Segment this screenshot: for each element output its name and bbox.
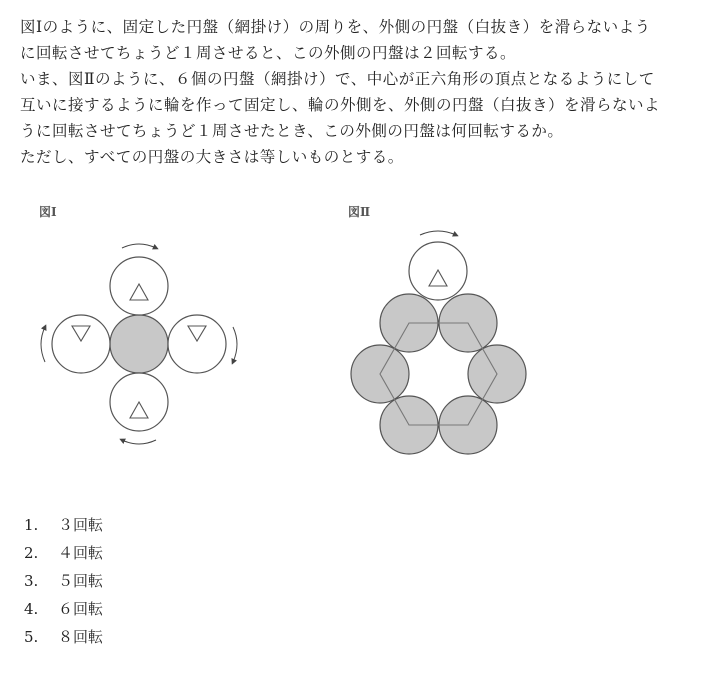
choice-2[interactable]	[24, 539, 103, 567]
problem-line: ただし、すべての円盤の大きさは等しいものとする。	[20, 148, 404, 166]
choice-4[interactable]	[24, 595, 103, 623]
choice-5[interactable]	[24, 623, 103, 651]
choice-3[interactable]	[24, 567, 103, 595]
problem-line: うに回転させてちょうど１周させたとき、この外側の円盤は何回転するか。	[20, 122, 564, 140]
problem-line: 互いに接するように輪を作って固定し、輪の外側を、外側の円盤（白抜き）を滑らないよ	[20, 96, 661, 114]
problem-line: いま、図Ⅱのように、６個の円盤（網掛け）で、中心が正六角形の頂点となるようにして	[20, 70, 655, 88]
problem-line: 図Ⅰのように、固定した円盤（網掛け）の周りを、外側の円盤（白抜き）を滑らないよう	[20, 18, 651, 36]
choice-number: 5.	[24, 628, 39, 646]
choice-text: ５回転	[58, 572, 104, 590]
choice-text: ６回転	[58, 600, 104, 618]
choice-number: 1.	[24, 516, 39, 534]
problem-line: に回転させてちょうど１周させると、この外側の円盤は２回転する。	[20, 44, 517, 62]
choice-number: 2.	[24, 544, 39, 562]
answer-choices	[24, 511, 103, 651]
choice-text: ８回転	[58, 628, 104, 646]
choice-number: 3.	[24, 572, 39, 590]
choice-text: ３回転	[58, 516, 104, 534]
figure-1-label: 図Ⅰ	[39, 205, 57, 219]
choice-text: ４回転	[58, 544, 104, 562]
choice-1[interactable]	[24, 511, 103, 539]
figure-2-label: 図Ⅱ	[348, 205, 371, 219]
rotation-arrow-icon	[420, 231, 456, 235]
choice-number: 4.	[24, 600, 39, 618]
